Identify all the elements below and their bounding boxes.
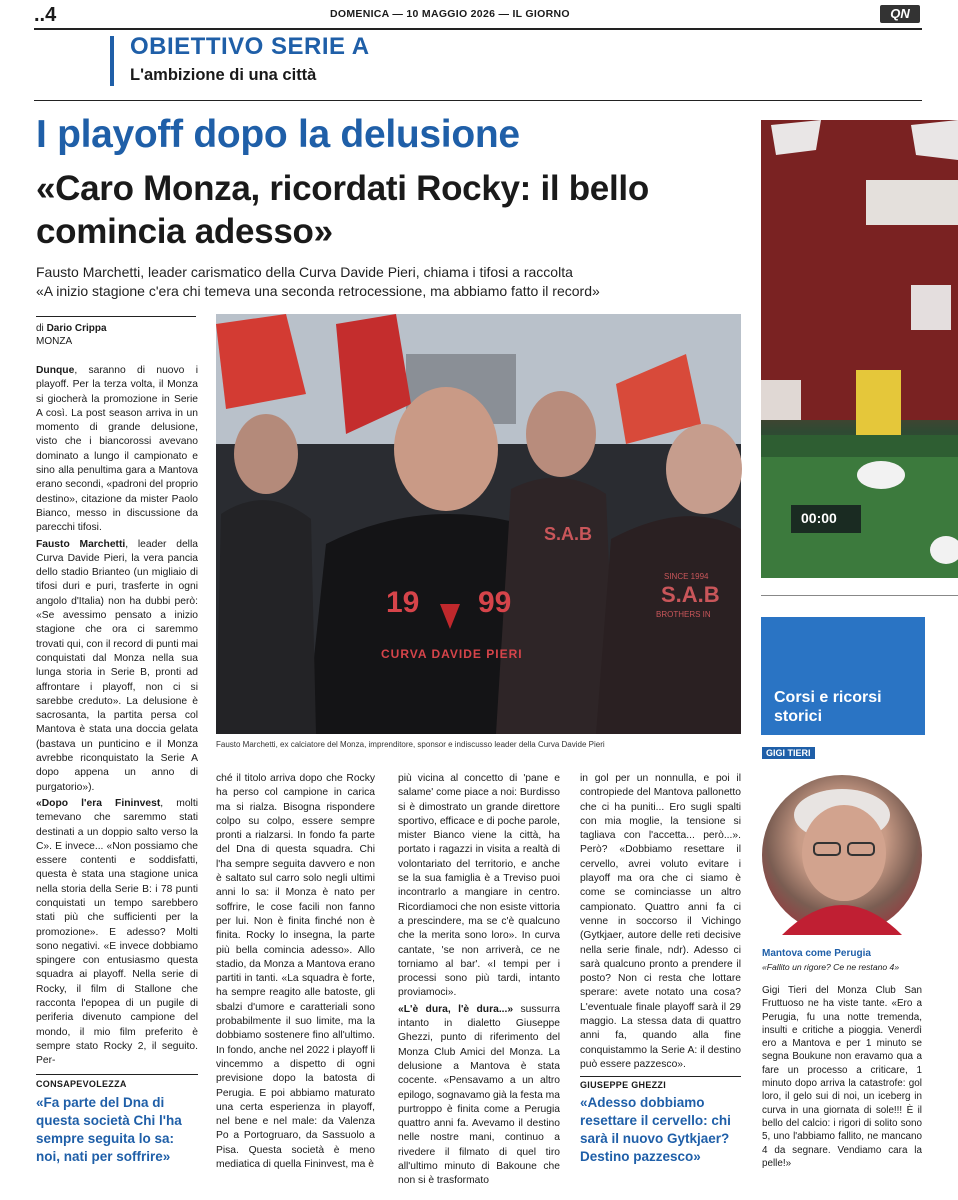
pull-quote-label: GIUSEPPE GHEZZI <box>580 1080 667 1090</box>
main-photo <box>216 314 741 734</box>
section-rule <box>34 100 922 101</box>
shirt-text: CURVA DAVIDE PIERI <box>381 647 523 661</box>
section-kicker: OBIETTIVO SERIE A <box>130 33 370 60</box>
sidebar-title: Corsi e ricorsi storici <box>774 689 882 725</box>
newspaper-logo: QN <box>880 5 920 23</box>
byline-prefix: di <box>36 323 44 334</box>
dateline: DOMENICA — 10 MAGGIO 2026 — IL GIORNO <box>330 8 570 20</box>
section-accent-bar <box>110 36 114 86</box>
article-overline: I playoff dopo la delusione <box>36 113 520 156</box>
article-column-3 <box>398 772 560 1187</box>
stadium-scoreboard: 00:00 <box>801 510 837 526</box>
byline-location: MONZA <box>36 336 73 347</box>
photo-illustration <box>216 314 741 734</box>
section-subkicker: L'ambizione di una città <box>130 66 317 84</box>
photo-caption: Fausto Marchetti, ex calciatore del Monza, imprenditore, sponsor e indiscusso leader della Curva Davide Pieri <box>216 740 605 749</box>
sidebar-subhead: «Fallito un rigore? Ce ne restano 4» <box>762 962 900 972</box>
shirt3-text: S.A.B <box>661 582 720 607</box>
sidebar-headline: Mantova come Perugia <box>762 948 871 959</box>
sidebar-rule <box>761 595 958 596</box>
paragraph-text: più vicina al concetto di 'pane e salame' come piace a noi: Burdisso si è dimostrato un grande direttore sportivo, efficace e di poche parole, mister Bianco viene la città, ha portato i ragazzi in visita a realtà di volontariato del territorio, e anche se la sua famiglia è a Treviso puoi incontrarlo a mangiare in centro. Ricordiamoci che non esiste vittoria a prescindere, ma se c'è qualcuno che la merita sono loro». In curva cantate, 'se non arriverà, ce ne torniamo al bar'. «I tempi per i processi sono più tardi, intanto proviamoci». <box>398 773 560 999</box>
article-column-2 <box>216 772 375 1182</box>
paragraph-lead: Fausto Marchetti <box>36 538 126 550</box>
paragraph-lead: «L'è dura, l'è dura...» <box>398 1003 514 1015</box>
summary-line-1: Fausto Marchetti, leader carismatico della Curva Davide Pieri, chiama i tifosi a raccolta <box>36 264 573 280</box>
paragraph-text: ché il titolo arriva dopo che Rocky ha perso col campione in carica ma si rialza. Bisogna rispondere colpo su colpo, essere sempre pronti a rialzarsi. In fondo fa parte del Dna di questa squadra. Chi l'ha sempre seguita davvero e non è saltato sul carro solo negli ultimi anni lo sa: il Monza è nato per soffrire, le cose facili non fanno per lui. Non è finita finché non è finita. Rocky lo insegna, la parte più bella comincia adesso». Allo stadio, da Monza a Mantova erano partiti in tanti. «La squadra è forte, ha sempre reagito alle batoste, gli sbalzi d'umore e caratteriali sono probabilmente il suo limite, ma la dobbiamo sostenere fino all'ultimo. In fondo, anche nel 2022 i playoff li vincemmo a dispetto di ogni previsione dopo la batosta di Perugia. E poi abbiamo maturato una certa esperienza in playoff, nel bene e nel male: da Valenza Po a Portogruaro, da Sassuolo a Pisa. Questa società è meno mediatica di quella Fininvest, ma è <box>216 773 375 1171</box>
shirt-year-left: 19 <box>386 586 420 619</box>
pull-quote: «Fa parte del Dna di questa società Chi l'ha sempre seguita lo sa: noi, nati per soffrire» <box>36 1095 182 1164</box>
author-portrait <box>762 775 922 935</box>
summary-line-2: «A inizio stagione c'era chi temeva una seconda retrocessione, ma abbiamo fatto il record» <box>36 283 600 299</box>
article-headline: «Caro Monza, ricordati Rocky: il bello comincia adesso» <box>36 169 649 251</box>
byline <box>36 322 107 348</box>
paragraph-text: , molti temevano che saremmo stati destinati a un doppio salto verso la C». E invece... «Non possiamo che essere contenti e soddisfatti, questa è stata una stagione unica nella storia della Serie B: i 78 punti conquistati un tempo sarebbero stati più che sufficienti per la promozione». E adesso? Molti sono negativi. «E invece dobbiamo spingere con entusiasmo questa squadra ai playoff. Nella serie di Rocky, il film di Stallone che racconta l'epopea di un pugile di periferia divenuto campione del mondo, il mio film preferito è sempre stato Rocky 2, il seguito. Per- <box>36 797 198 1067</box>
portrait-illustration <box>762 775 922 935</box>
pull-quote: «Adesso dobbiamo resettare il cervello: chi sarà il nuovo Gytkjaer? Destino pazzesco» <box>580 1095 731 1164</box>
page-number: ..4 <box>34 4 57 26</box>
article-column-1 <box>36 364 199 1067</box>
paragraph-text: , leader della Curva Davide Pieri, la vera pancia dello stadio Brianteo (un migliaio di tifosi duri e puri, trasferte in ogni angolo d'Italia) non ha dubbi però: «Se avessimo pensato a inizio stagione che ora ci saremmo trovati qui, con il record di punti mai conquistati dal Monza nella sua lunga storia in Serie B, pronti ad affrontare i playoff, non ci si sarebbe creduto». La delusione è sacrosanta, la partita persa col Mantova è stata una doccia gelata (bastava un punticino e il Monza avrebbe riconquistato la Serie A dopo appena un anno di purgatorio»). <box>36 538 198 793</box>
paragraph-text: , saranno di nuovo i playoff. Per la terza volta, il Monza si giocherà la promozione in Serie A così. La post season arriva in un momento di grande delusione, visto che i biancorossi avevano dominato a lungo il campionato e sino alla penultima gara a Mantova erano secondi, «padroni del proprio destino», citazione da mister Paolo Bianco, messo in discussione da parecchi tifosi. <box>36 365 199 534</box>
header-rule <box>34 28 922 30</box>
shirt3-bottom-text: BROTHERS IN <box>656 610 711 619</box>
quote-rule <box>36 1074 198 1075</box>
article-column-4 <box>580 772 741 1070</box>
shirt2-text: S.A.B <box>544 524 593 544</box>
sidebar-body: Gigi Tieri del Monza Club San Fruttuoso ne ha viste tante. «Ero a Perugia, fu una notte tremenda, insulti e critiche a pioggia. Venerdì ero a Mantova e per 1 minuto se segna Boukune non eravamo qua a fare un processo a criticare, 1 minuto dopo arriva la catastrofe: gol loro, il gelo sui di noi, un iceberg in curva in una giornata di sole!!! È il bello del calcio: i rigori di solito sono 5, uno l'abbiamo fallito, ne mancano 4 da segnare. Vendiamo cara la pelle!» <box>762 985 922 1169</box>
quote-rule <box>580 1076 741 1077</box>
article-summary <box>36 263 756 301</box>
byline-rule <box>36 316 196 317</box>
paragraph-text: in gol per un nonnulla, e poi il contropiede del Mantova pallonetto che ci ha puniti... Ero sugli spalti con mia moglie, la tensione si tagliava con l'accetta... però...». Però? «Dobbiamo resettare il cervello, avrei voluto evitare i playoff ma ora che ci siamo è come se cominciasse un altro campionato. Quattro anni fa ci venne in soccorso il Vichingo (Gytkjaer, autore delle reti decisive nella serie finale, ndr). Adesso ci sarà qualcuno pronto a prendere il posto? Non ci resta che lottare sperare: avete notato una cosa? L'eventuale finale playoff sarà il 29 maggio. La stessa data di quattro anni fa, quando alla fine conquistammo la Serie A: il destino può essere pazzesco». <box>580 773 741 1070</box>
paragraph-lead: «Dopo l'era Fininvest <box>36 797 161 809</box>
stadium-illustration <box>761 120 958 578</box>
byline-author: Dario Crippa <box>46 323 107 334</box>
shirt3-small-text: SINCE 1994 <box>664 572 709 581</box>
pull-quote-label: CONSAPEVOLEZZA <box>36 1079 127 1089</box>
paragraph-text: sussurra intanto in dialetto Giuseppe Ghezzi, punto di riferimento del Monza Club Amici del Monza. La delusione a Mantova è stata cocente. «Pensavamo a un altro epilogo, sognavamo già la festa ma purtroppo è finita come a Perugia quattro anni fa. Avevamo il destino nelle nostre mani, continuo a rivedere il filmato di quel tiro all'ultimo minuto di Bakoune che non si è trasformato <box>398 1003 560 1187</box>
stadium-photo <box>761 120 958 578</box>
paragraph-lead: Dunque <box>36 365 75 376</box>
sidebar-author-tag: GIGI TIERI <box>762 747 815 759</box>
shirt-year-right: 99 <box>478 586 512 619</box>
